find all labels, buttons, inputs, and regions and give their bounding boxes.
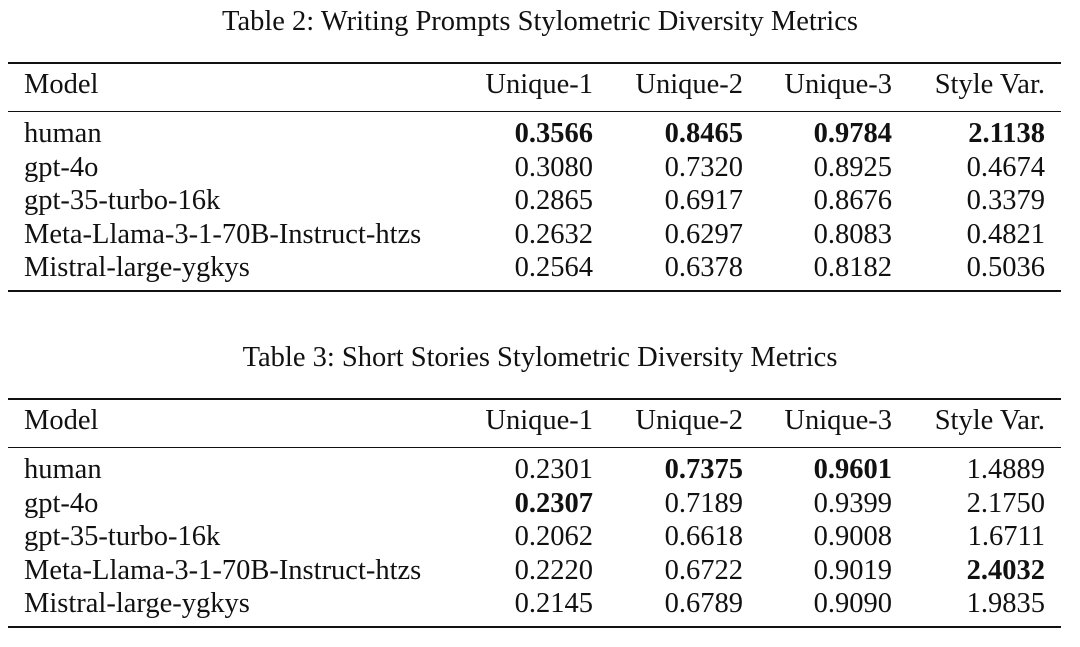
cell-unique-1: 0.2062 [514, 521, 593, 552]
cell-unique-2: 0.7189 [664, 487, 743, 519]
top-rule [8, 398, 1061, 400]
cell-unique-3: 0.9601 [813, 454, 892, 485]
cell-unique-2: 0.6378 [664, 252, 743, 283]
cell-style-var: 0.5036 [966, 252, 1045, 283]
cell-model: human [24, 118, 102, 149]
cell-model: gpt-35-turbo-16k [24, 185, 221, 216]
cell-unique-1: 0.2220 [514, 554, 593, 586]
cell-unique-3: 0.9090 [813, 588, 892, 619]
table-header-row [0, 404, 1080, 437]
cell-unique-1: 0.2865 [514, 185, 593, 216]
column-header-style-var: Style Var. [934, 69, 1045, 100]
table-caption: Table 3: Short Stories Stylometric Diversity Metrics [242, 342, 838, 373]
cell-style-var: 2.1138 [968, 118, 1045, 149]
bottom-rule [8, 290, 1061, 292]
cell-unique-3: 0.8182 [813, 252, 892, 283]
cell-unique-1: 0.2632 [514, 218, 593, 250]
column-header-unique-3: Unique-3 [784, 405, 892, 436]
cell-style-var: 1.4889 [966, 454, 1045, 485]
cell-unique-3: 0.8083 [813, 218, 892, 250]
cell-style-var: 0.4674 [966, 151, 1045, 183]
table-header-row [0, 68, 1080, 101]
cell-unique-3: 0.9008 [813, 521, 892, 552]
cell-model: Mistral-large-ygkys [24, 252, 250, 283]
column-header-unique-2: Unique-2 [635, 405, 743, 436]
header-rule [8, 111, 1061, 112]
column-header-unique-1: Unique-1 [485, 405, 593, 436]
cell-unique-2: 0.7320 [664, 151, 743, 183]
column-header-model: Model [24, 405, 99, 436]
table-row [0, 184, 1080, 218]
table-body [0, 117, 1080, 285]
cell-unique-3: 0.9399 [813, 487, 892, 519]
cell-unique-3: 0.8676 [813, 185, 892, 216]
column-header-style-var: Style Var. [934, 405, 1045, 436]
cell-unique-2: 0.8465 [664, 118, 743, 149]
cell-unique-3: 0.8925 [813, 151, 892, 183]
column-header-unique-2: Unique-2 [635, 69, 743, 100]
table-row [0, 218, 1080, 252]
cell-unique-1: 0.2307 [514, 487, 593, 519]
cell-unique-1: 0.2564 [514, 252, 593, 283]
cell-model: human [24, 454, 102, 485]
column-header-model: Model [24, 69, 99, 100]
cell-model: Meta-Llama-3-1-70B-Instruct-htzs [24, 554, 422, 586]
table-row [0, 554, 1080, 588]
cell-model: gpt-35-turbo-16k [24, 521, 221, 552]
table-row [0, 117, 1080, 151]
cell-unique-3: 0.9784 [813, 118, 892, 149]
cell-model: Mistral-large-ygkys [24, 588, 250, 619]
column-header-unique-3: Unique-3 [784, 69, 892, 100]
cell-unique-2: 0.6618 [664, 521, 743, 552]
cell-style-var: 1.6711 [967, 521, 1045, 552]
cell-unique-2: 0.6297 [664, 218, 743, 250]
column-header-unique-1: Unique-1 [485, 69, 593, 100]
cell-style-var: 1.9835 [966, 588, 1045, 619]
cell-unique-2: 0.6789 [664, 588, 743, 619]
cell-style-var: 0.3379 [966, 185, 1045, 216]
cell-model: gpt-4o [24, 151, 99, 183]
table-body [0, 453, 1080, 621]
cell-unique-3: 0.9019 [813, 554, 892, 586]
bottom-rule [8, 626, 1061, 628]
cell-model: gpt-4o [24, 487, 99, 519]
cell-unique-2: 0.7375 [664, 454, 743, 485]
cell-unique-1: 0.3080 [514, 151, 593, 183]
table-caption: Table 2: Writing Prompts Stylometric Diversity Metrics [222, 6, 858, 37]
table-row [0, 587, 1080, 621]
cell-model: Meta-Llama-3-1-70B-Instruct-htzs [24, 218, 422, 250]
cell-unique-1: 0.2145 [514, 588, 593, 619]
table-row [0, 251, 1080, 285]
header-rule [8, 447, 1061, 448]
cell-style-var: 2.1750 [966, 487, 1045, 519]
table-row [0, 487, 1080, 521]
cell-style-var: 0.4821 [966, 218, 1045, 250]
table-row [0, 151, 1080, 185]
top-rule [8, 62, 1061, 64]
cell-style-var: 2.4032 [966, 554, 1045, 586]
cell-unique-1: 0.3566 [514, 118, 593, 149]
table-row [0, 453, 1080, 487]
cell-unique-1: 0.2301 [514, 454, 593, 485]
table-row [0, 520, 1080, 554]
cell-unique-2: 0.6722 [664, 554, 743, 586]
cell-unique-2: 0.6917 [664, 185, 743, 216]
